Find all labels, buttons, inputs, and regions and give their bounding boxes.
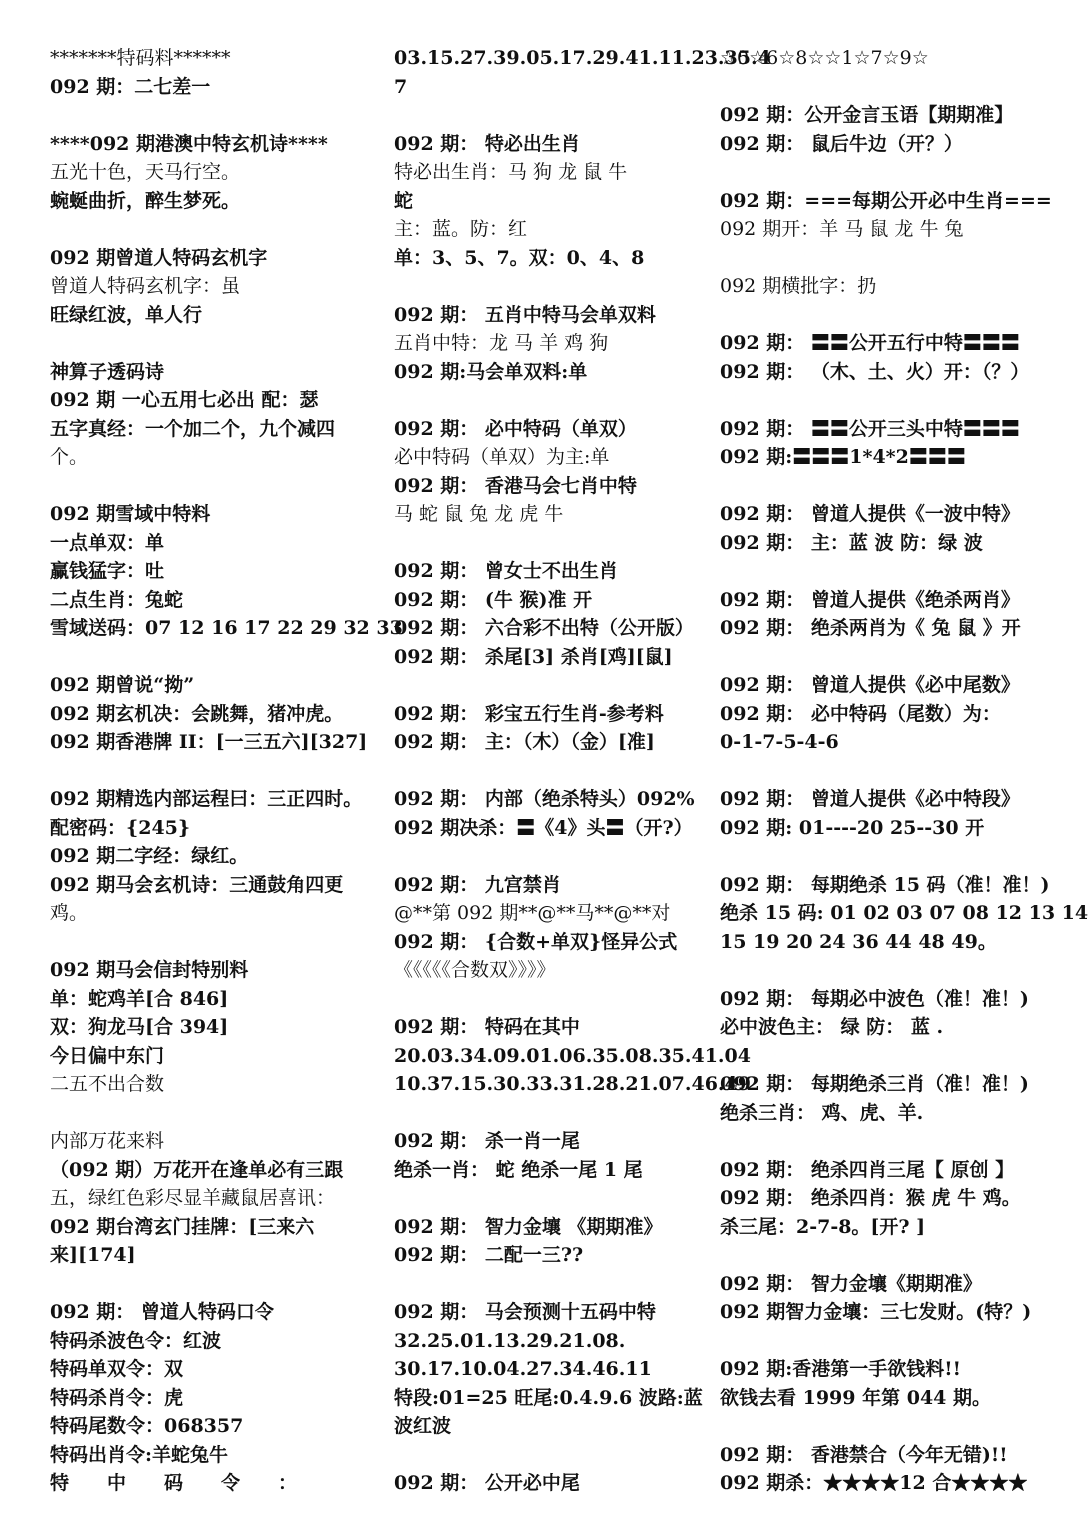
spacer: [394, 101, 712, 130]
text-line: 092 期： 绝杀四肖三尾【 原创 】: [720, 1158, 1015, 1181]
text-line: 092 期： 香港马会七肖中特: [394, 474, 637, 497]
text-line: 092 期雪域中特料: [50, 503, 211, 525]
text-line: 092 期： 杀尾[3] 杀肖[鸡][鼠]: [394, 645, 673, 668]
text-line: 092 期： 杀一肖一尾: [394, 1130, 580, 1152]
text-line: *******特码料******: [50, 47, 231, 69]
text-line: 五光十色，天马行空。: [50, 161, 241, 183]
spacer: [394, 1184, 712, 1213]
text-line: 0-1-7-5-4-6: [720, 731, 839, 753]
text-line: 092 期香港牌 II：[一三五六][327]: [50, 731, 368, 753]
text-line: 092 期： 六合彩不出特（公开版）: [394, 617, 694, 639]
text-line: 092 期曾说“拗”: [50, 674, 195, 696]
text-line: 必中波色主： 绿 防： 蓝 .: [720, 1016, 944, 1038]
spacer: [720, 301, 1060, 330]
text-line: 092 期智力金壤：三七发财。(特？): [720, 1301, 1032, 1323]
text-line: 092 期： 〓〓公开五行中特〓〓〓: [720, 332, 1020, 354]
spacer: [50, 928, 388, 957]
text-line: 092 期： 必中特码（尾数）为：: [720, 702, 1001, 725]
text-line: 092 期： 特必出生肖: [394, 132, 580, 155]
text-line: 092 期横批字：扔: [720, 275, 877, 297]
text-line: （092 期）万花开在逢单必有三跟: [50, 1158, 344, 1181]
text-line: 15 19 20 24 36 44 48 49。: [720, 930, 997, 953]
text-line: 092 期： {合数+单双}怪异公式: [394, 930, 678, 953]
text-line: 092 期： 公开必中尾: [394, 1472, 580, 1494]
spacer: [720, 1127, 1060, 1156]
text-line: 092 期杀：★★★★12 合★★★★: [720, 1472, 1028, 1494]
text-line: 092 期： 彩宝五行生肖-参考料: [394, 702, 664, 725]
text-line: 092 期马会玄机诗：三通鼓角四更: [50, 873, 344, 896]
text-line: 绝杀三肖： 鸡、虎、羊.: [720, 1101, 924, 1124]
spacer: [394, 757, 712, 786]
text-line: 30.17.10.04.27.34.46.11: [394, 1358, 652, 1380]
text-line: 7: [394, 75, 408, 98]
spacer: [394, 671, 712, 700]
text-line: 二点生肖：兔蛇: [50, 588, 184, 611]
text-line: 092 期： 绝杀两肖为《 兔 鼠 》开: [720, 617, 1021, 639]
spacer: [720, 1042, 1060, 1071]
text-line: 092 期： 曾道人提供《必中尾数》: [720, 674, 1020, 696]
text-line: 092 期：公开金言玉语【期期准】: [720, 104, 1014, 126]
text-line: 蛇: [394, 189, 414, 212]
text-line: 10.37.15.30.33.31.28.21.07.46.49: [394, 1073, 751, 1095]
spacer: [720, 1241, 1060, 1270]
text-line: 092 期： 绝杀四肖：猴 虎 牛 鸡。: [720, 1187, 1021, 1209]
text-line: 内部万花来料: [50, 1130, 165, 1152]
text-line: 092 期： 曾道人提供《必中特段》: [720, 788, 1020, 810]
text-line: 旺绿红波，单人行: [50, 303, 203, 326]
spacer: [720, 643, 1060, 672]
text-line: 马 蛇 鼠 兔 龙 虎 牛: [394, 503, 564, 525]
text-line: 092 期： (牛 猴)准 开: [394, 588, 593, 611]
text-line: 主：蓝。防：红: [394, 218, 528, 240]
text-line: 092 期开：羊 马 鼠 龙 牛 兔: [720, 218, 964, 240]
spacer: [394, 272, 712, 301]
text-line: 092 期：===每期公开必中生肖===: [720, 189, 1052, 212]
text-line: 092 期： 曾道人提供《一波中特》: [720, 503, 1020, 525]
spacer: [720, 557, 1060, 586]
text-line: 双：狗龙马[合 394]: [50, 1016, 229, 1038]
spacer: [50, 1270, 388, 1299]
text-line: 神算子透码诗: [50, 360, 165, 383]
text-line: 092 期： 〓〓公开三头中特〓〓〓: [720, 417, 1020, 440]
text-line: 来][174]: [50, 1244, 136, 1266]
text-line: 五肖中特：龙 马 羊 鸡 狗: [394, 332, 609, 354]
text-line: 092 期： 特码在其中: [394, 1016, 580, 1038]
text-line: 03.15.27.39.05.17.29.41.11.23.35.4: [394, 47, 771, 69]
text-line: 092 期 一心五用七必出 配：瑟: [50, 389, 319, 411]
text-line: 092 期精选内部运程曰：三正四时。: [50, 788, 363, 810]
text-line: 个。: [50, 446, 89, 468]
text-line: 092 期： 曾女士不出生肖: [394, 560, 618, 582]
text-line: 092 期马会信封特别料: [50, 959, 249, 981]
text-line: 092 期： 曾道人特码口令: [50, 1301, 274, 1323]
spacer: [394, 1099, 712, 1128]
spacer: [50, 472, 388, 501]
text-line: 092 期： 九宫禁肖: [394, 873, 561, 896]
text-line: 蜿蜒曲折，醉生梦死。: [50, 189, 241, 212]
text-line: 092 期： 主：（木）（金）[准]: [394, 731, 655, 753]
text-line: 092 期： 每期绝杀三肖（准！准！): [720, 1073, 1029, 1095]
text-line: 曾道人特码玄机字：虽: [50, 275, 241, 297]
text-line: 092 期二字经：绿红。: [50, 845, 249, 867]
spacer: [50, 1099, 388, 1128]
text-line: 今日偏中东门: [50, 1044, 165, 1067]
text-line: 092 期： 内部（绝杀特头）092%: [394, 788, 695, 810]
spacer: [50, 215, 388, 244]
spacer: [50, 329, 388, 358]
text-line: 雪域送码：07 12 16 17 22 29 32 33: [50, 617, 403, 639]
spacer: [394, 1441, 712, 1470]
text-line: 波红波: [394, 1415, 452, 1437]
spacer: [50, 757, 388, 786]
text-line: 092 期： 每期绝杀 15 码（准！准！): [720, 873, 1050, 896]
spacer: [720, 757, 1060, 786]
spacer: [394, 985, 712, 1014]
spacer: [394, 529, 712, 558]
text-line: 鸡。: [50, 902, 89, 924]
column-middle: [394, 44, 771, 1498]
spacer: [720, 73, 1060, 102]
text-line: 092 期： 五肖中特马会单双料: [394, 303, 656, 326]
text-line: 五，绿红色彩尽显羊藏鼠居喜讯：: [50, 1187, 336, 1209]
text-line: 特码杀波色令：红波: [50, 1329, 222, 1352]
spacer: [720, 956, 1060, 985]
text-line: 092 期:香港第一手欲钱料!!: [720, 1358, 961, 1380]
spacer: [50, 643, 388, 672]
text-line: 092 期： 二配一三??: [394, 1244, 584, 1266]
spacer: [720, 158, 1060, 187]
spacer: [394, 842, 712, 871]
text-line: 092 期： （木、土、火）开：（？）: [720, 360, 1030, 383]
text-line: 一点单双：单: [50, 531, 165, 554]
text-line: 欲钱去看 1999 年第 044 期。: [720, 1386, 992, 1409]
spacer: [720, 386, 1060, 415]
spacer: [394, 386, 712, 415]
column-left: [50, 44, 403, 1498]
spacer: [394, 1270, 712, 1299]
text-line: 092 期：二七差一: [50, 75, 211, 98]
text-line: 092 期台湾玄门挂牌：[三来六: [50, 1215, 315, 1238]
text-line: 092 期： 鼠后牛边（开？）: [720, 132, 963, 155]
text-line: 092 期： 智力金壤 《期期准》: [394, 1215, 663, 1238]
text-line: 赢钱猛字：吐: [50, 560, 165, 582]
text-line: 092 期： 必中特码（单双）: [394, 417, 637, 440]
text-line: ☆0☆6☆8☆☆1☆7☆9☆: [720, 47, 929, 69]
text-line: 二五不出合数: [50, 1073, 165, 1095]
text-line: 必中特码（单双）为主:单: [394, 446, 610, 468]
spacer: [720, 1412, 1060, 1441]
text-line: 特码单双令：双: [50, 1358, 184, 1380]
spacer: [720, 244, 1060, 273]
text-line: 特段:01=25 旺尾:0.4.9.6 波路:蓝: [394, 1386, 703, 1409]
text-line: 配密码：{245}: [50, 816, 191, 839]
text-line: 092 期:〓〓〓1*4*2〓〓〓: [720, 446, 966, 468]
text-line: 32.25.01.13.29.21.08.: [394, 1329, 626, 1352]
text-line: 20.03.34.09.01.06.35.08.35.41.04: [394, 1044, 751, 1067]
spacer: [720, 472, 1060, 501]
text-line: 092 期： 每期必中波色（准！准！): [720, 987, 1029, 1010]
spacer: [50, 101, 388, 130]
text-line: 五字真经：一个加二个，九个减四: [50, 417, 336, 440]
text-line: 092 期:马会单双料:单: [394, 360, 588, 383]
text-line: 特码尾数令：068357: [50, 1415, 244, 1437]
text-line: 杀三尾：2-7-8。[开? ]: [720, 1215, 926, 1238]
text-line: 绝杀 15 码: 01 02 03 07 08 12 13 14: [720, 902, 1088, 924]
text-line: 092 期曾道人特码玄机字: [50, 246, 268, 269]
text-line: 《《《《《合数双》》》》: [394, 959, 556, 981]
text-line: 092 期： 主：蓝 波 防：绿 波: [720, 531, 983, 554]
text-line: @**第 092 期**@**马**@**对: [394, 902, 671, 924]
text-line: 绝杀一肖： 蛇 绝杀一尾 1 尾: [394, 1158, 643, 1181]
text-line: 单：蛇鸡羊[合 846]: [50, 987, 229, 1010]
text-line: 特 中 码 令 ：: [50, 1472, 298, 1494]
text-line: ****092 期港澳中特玄机诗****: [50, 132, 328, 155]
spacer: [720, 1327, 1060, 1356]
text-line: 特码出肖令:羊蛇兔牛: [50, 1443, 229, 1466]
spacer: [720, 842, 1060, 871]
text-line: 092 期： 曾道人提供《绝杀两肖》: [720, 588, 1020, 611]
text-line: 092 期玄机决：会跳舞，猪冲虎。: [50, 702, 344, 725]
text-line: 特必出生肖：马 狗 龙 鼠 牛: [394, 161, 628, 183]
text-line: 092 期： 马会预测十五码中特: [394, 1301, 656, 1323]
text-line: 092 期： 香港禁合（今年无错)!!: [720, 1443, 1008, 1466]
column-right: [720, 44, 1088, 1498]
text-line: 092 期决杀：〓《4》头〓（开?）: [394, 816, 693, 839]
text-line: 特码杀肖令：虎: [50, 1386, 184, 1409]
text-line: 092 期： 智力金壤《期期准》: [720, 1272, 982, 1295]
text-line: 单：3、5、7。双：0、4、8: [394, 246, 645, 269]
text-line: 092 期: 01----20 25--30 开: [720, 816, 985, 839]
